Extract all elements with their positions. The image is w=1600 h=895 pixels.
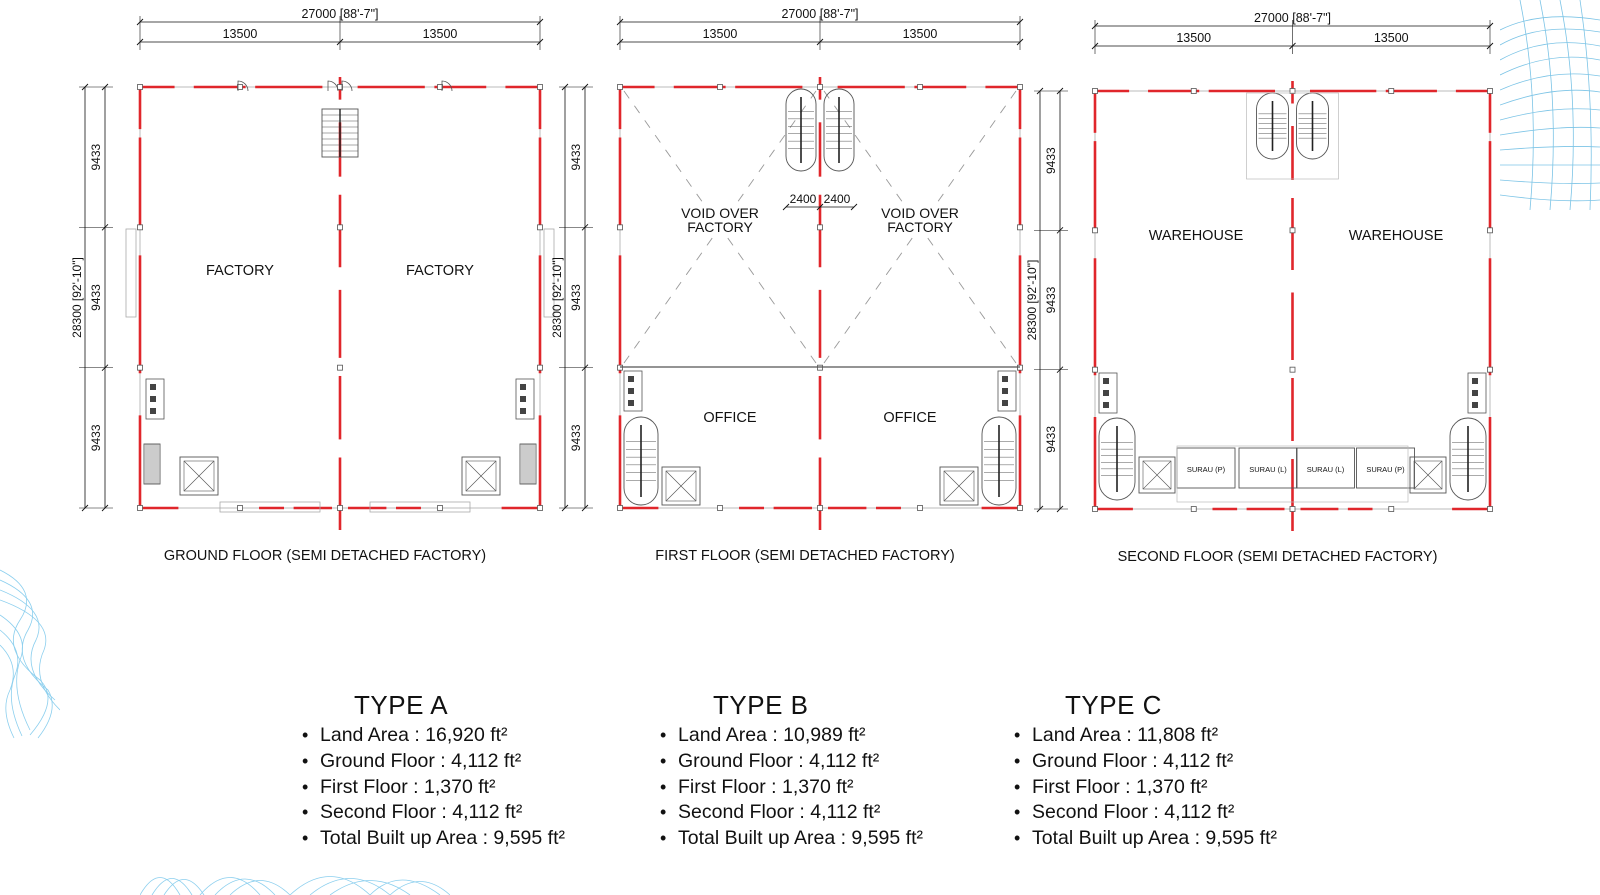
column — [1093, 367, 1098, 372]
lift — [1139, 457, 1175, 493]
staircase — [1099, 418, 1135, 500]
toilet-fixture — [520, 408, 526, 414]
column — [718, 85, 723, 90]
column — [618, 225, 623, 230]
room-label-warehouse-right: WAREHOUSE — [1348, 228, 1444, 244]
column — [918, 85, 923, 90]
column — [1488, 228, 1493, 233]
type-a-list — [300, 723, 630, 852]
column — [538, 506, 543, 511]
void-label-right-line1: VOID OVER — [881, 205, 959, 221]
toilet-block — [146, 379, 164, 419]
toilet-fixture — [1472, 402, 1478, 408]
bay-label: 9433 — [569, 284, 583, 311]
column — [818, 365, 823, 370]
type-c-total-area: • Total Built up Area : 9,595 ft² — [1032, 826, 1342, 852]
toilet-fixture — [1002, 376, 1008, 382]
bay-label: 9433 — [1044, 425, 1058, 453]
type-b-ground-floor: • Ground Floor : 4,112 ft² — [678, 749, 988, 775]
room-label-warehouse-left: WAREHOUSE — [1148, 228, 1244, 244]
toilet-fixture — [1103, 402, 1109, 408]
plan-caption: FIRST FLOOR (SEMI DETACHED FACTORY) — [655, 548, 955, 564]
plan-ground — [70, 7, 554, 564]
loading-bay-left — [126, 229, 136, 317]
column — [618, 365, 623, 370]
column — [1488, 89, 1493, 94]
column — [338, 225, 343, 230]
column — [238, 506, 243, 511]
toilet-fixture — [520, 396, 526, 402]
room-label-office-left: OFFICE — [703, 410, 757, 426]
room-label-factory-left: FACTORY — [206, 263, 274, 279]
bay-label: 9433 — [1044, 147, 1058, 175]
staircase — [824, 89, 854, 171]
type-c-spec — [1012, 690, 1342, 852]
type-b-list — [658, 723, 988, 852]
surau-label-1: SURAU (L) — [1249, 465, 1287, 474]
type-b-land-area: • Land Area : 10,989 ft² — [678, 723, 988, 749]
door — [328, 81, 338, 91]
column — [818, 225, 823, 230]
overall-width-label: 27000 [88'-7"] — [301, 7, 379, 21]
bay-label: 9433 — [569, 143, 583, 171]
staircase — [624, 417, 658, 505]
room-label-factory-right: FACTORY — [406, 263, 474, 279]
staircase — [1450, 418, 1486, 500]
staircase — [982, 417, 1016, 505]
plan-second — [1025, 11, 1493, 565]
surau-label-0: SURAU (P) — [1186, 465, 1226, 474]
column — [1290, 507, 1295, 512]
column — [1389, 89, 1394, 94]
staircase — [1297, 93, 1329, 159]
type-a-total-area: • Total Built up Area : 9,595 ft² — [320, 826, 630, 852]
bay-label: 9433 — [89, 284, 103, 311]
toilet-block — [624, 371, 642, 411]
lift — [940, 467, 978, 505]
toilet-fixture — [150, 384, 156, 390]
overall-depth-label: 28300 [92'-10"] — [70, 257, 84, 338]
type-b-total-area: • Total Built up Area : 9,595 ft² — [678, 826, 988, 852]
toilet-fixture — [1002, 388, 1008, 394]
type-a-second-floor: • Second Floor : 4,112 ft² — [320, 800, 630, 826]
void-label-left-line2: FACTORY — [687, 219, 753, 235]
column — [338, 506, 343, 511]
type-c-ground-floor: • Ground Floor : 4,112 ft² — [1032, 749, 1342, 775]
column — [1018, 365, 1023, 370]
column — [1191, 507, 1196, 512]
type-b-second-floor: • Second Floor : 4,112 ft² — [678, 800, 988, 826]
type-b-first-floor: • First Floor : 1,370 ft² — [678, 775, 988, 801]
column — [1018, 225, 1023, 230]
bay-label: 9433 — [89, 143, 103, 171]
toilet-block — [1099, 373, 1117, 413]
column — [138, 85, 143, 90]
toilet-fixture — [1103, 390, 1109, 396]
toilet-fixture — [628, 388, 634, 394]
door-swing — [342, 81, 352, 91]
column — [1488, 367, 1493, 372]
type-a-land-area: • Land Area : 16,920 ft² — [320, 723, 630, 749]
stair-width-label: 2400 — [823, 192, 851, 206]
column — [1018, 85, 1023, 90]
half-width-label: 13500 — [702, 27, 738, 41]
toilet-block — [998, 371, 1016, 411]
overall-depth-label: 28300 [92'-10"] — [550, 257, 564, 338]
type-c-second-floor: • Second Floor : 4,112 ft² — [1032, 800, 1342, 826]
half-width-label: 13500 — [222, 27, 258, 41]
toilet-fixture — [1472, 390, 1478, 396]
type-c-land-area: • Land Area : 11,808 ft² — [1032, 723, 1342, 749]
column — [438, 506, 443, 511]
door-swing — [328, 81, 338, 91]
toilet-fixture — [628, 376, 634, 382]
overall-width-label: 27000 [88'-7"] — [781, 7, 859, 21]
toilet-block — [516, 379, 534, 419]
column — [1093, 89, 1098, 94]
lift — [1410, 457, 1446, 493]
half-width-label: 13500 — [1373, 31, 1409, 45]
column — [538, 225, 543, 230]
staircase — [144, 444, 160, 484]
staircase — [786, 89, 816, 171]
overall-depth-label: 28300 [92'-10"] — [1025, 259, 1039, 341]
type-a-first-floor: • First Floor : 1,370 ft² — [320, 775, 630, 801]
column — [1191, 89, 1196, 94]
half-width-label: 13500 — [902, 27, 938, 41]
plan-caption: SECOND FLOOR (SEMI DETACHED FACTORY) — [1117, 549, 1438, 565]
half-width-label: 13500 — [1176, 31, 1212, 45]
toilet-fixture — [1002, 400, 1008, 406]
toilet-fixture — [628, 400, 634, 406]
type-a-spec — [300, 690, 630, 852]
void-label-left-line1: VOID OVER — [681, 205, 759, 221]
door — [342, 81, 352, 91]
staircase — [520, 444, 536, 484]
column — [138, 225, 143, 230]
column — [818, 506, 823, 511]
column — [138, 506, 143, 511]
column — [618, 85, 623, 90]
column — [1093, 507, 1098, 512]
bay-label: 9433 — [1044, 286, 1058, 314]
type-a-title: TYPE A — [354, 690, 449, 720]
column — [1018, 506, 1023, 511]
toilet-fixture — [520, 384, 526, 390]
column — [818, 85, 823, 90]
column — [1290, 367, 1295, 372]
type-a-ground-floor: • Ground Floor : 4,112 ft² — [320, 749, 630, 775]
type-c-title: TYPE C — [1065, 690, 1162, 720]
toilet-block — [1468, 373, 1486, 413]
toilet-fixture — [150, 396, 156, 402]
plan-first — [550, 7, 1023, 564]
room-label-office-right: OFFICE — [883, 410, 937, 426]
column — [538, 85, 543, 90]
column — [1389, 507, 1394, 512]
column — [538, 365, 543, 370]
column — [618, 506, 623, 511]
overall-width-label: 27000 [88'-7"] — [1253, 11, 1332, 25]
type-c-first-floor: • First Floor : 1,370 ft² — [1032, 775, 1342, 801]
column — [1488, 507, 1493, 512]
type-c-list — [1012, 723, 1342, 852]
lift — [662, 467, 700, 505]
void-label-right-line2: FACTORY — [887, 219, 953, 235]
lift — [462, 457, 500, 495]
stair-width-label: 2400 — [789, 192, 817, 206]
lift — [180, 457, 218, 495]
half-width-label: 13500 — [422, 27, 458, 41]
column — [918, 506, 923, 511]
type-b-title: TYPE B — [713, 690, 809, 720]
bay-label: 9433 — [569, 424, 583, 452]
surau-label-3: SURAU (P) — [1366, 465, 1405, 474]
surau-label-2: SURAU (L) — [1306, 465, 1345, 474]
bay-label: 9433 — [89, 424, 103, 452]
toilet-fixture — [150, 408, 156, 414]
staircase — [322, 109, 358, 157]
plan-caption: GROUND FLOOR (SEMI DETACHED FACTORY) — [163, 548, 487, 564]
column — [1290, 228, 1295, 233]
staircase — [1257, 93, 1289, 159]
column — [1093, 228, 1098, 233]
toilet-fixture — [1472, 378, 1478, 384]
toilet-fixture — [1103, 378, 1109, 384]
column — [138, 365, 143, 370]
column — [338, 365, 343, 370]
column — [718, 506, 723, 511]
type-b-spec — [658, 690, 988, 852]
